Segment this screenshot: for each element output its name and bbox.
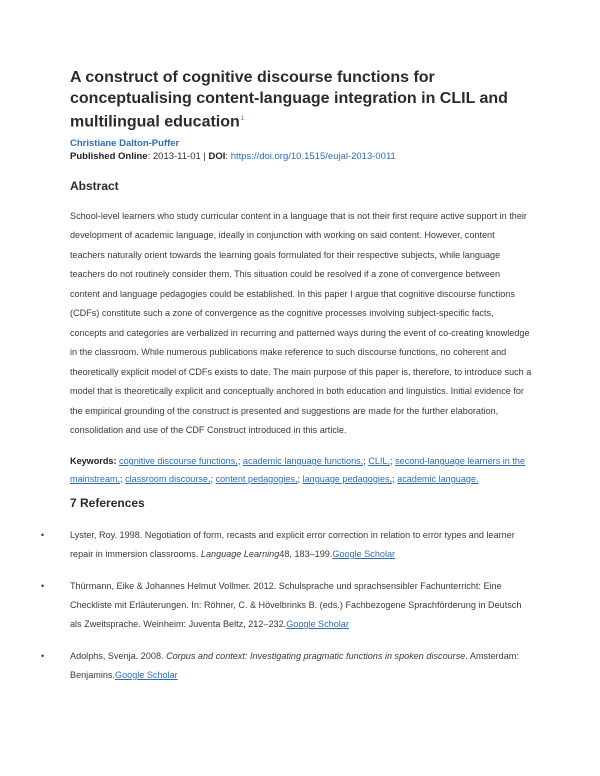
keyword-sep: ; <box>390 455 396 466</box>
reference-italic: Corpus and context: Investigating pragmatic functions in spoken discourse <box>166 650 466 661</box>
reference-text-post: . Amsterdam: Benjamins. <box>70 650 519 680</box>
keyword-sep: ; <box>210 473 216 484</box>
keyword-link[interactable]: academic language. <box>397 473 479 484</box>
google-scholar-link[interactable]: Google Scholar <box>115 669 178 680</box>
reference-item <box>41 526 532 564</box>
reference-item <box>41 647 532 685</box>
published-date: : 2013-11-01 | <box>147 150 209 162</box>
references-list <box>41 526 532 685</box>
google-scholar-link[interactable]: Google Scholar <box>332 548 396 559</box>
doi-link[interactable]: https://doi.org/10.1515/eujal-2013-0011 <box>230 150 396 162</box>
keyword-sep: ; <box>237 455 243 466</box>
reference-text-post: 48, 183–199. <box>279 548 333 559</box>
abstract-heading: Abstract <box>70 178 119 193</box>
bullet-icon: • <box>41 580 45 591</box>
keyword-link[interactable]: content pedagogies, <box>215 473 298 484</box>
keyword-link[interactable]: second-language learners in the mainstream, <box>70 455 526 484</box>
keyword-sep: ; <box>297 473 303 484</box>
reference-italic: Language Learning <box>200 548 280 559</box>
keyword-link[interactable]: classroom discourse, <box>125 473 211 484</box>
reference-text: Adolphs, Svenja. 2008. <box>70 650 167 661</box>
author-name[interactable]: Christiane Dalton-Puffer <box>70 137 180 149</box>
keyword-sep: ; <box>120 473 126 484</box>
keyword-link[interactable]: language pedagogies, <box>302 473 393 484</box>
reference-text: Thürmann, Eike & Johannes Helmut Vollmer. 2012. Schulsprache und sprachsensibler Fachunterricht: Eine Checkliste mit Erläuterungen. In: Röhner, C. & Hövelbrinks B. (eds.) Fachbezogene Sprachförderung in Deutsch als Zweitsprache. Weinheim: Juventa Beltz, 212–232. <box>70 580 522 629</box>
reference-item <box>41 577 532 634</box>
doi-separator: : <box>225 150 231 162</box>
article-page <box>41 68 532 698</box>
bullet-icon: • <box>41 529 45 540</box>
bullet-icon: • <box>41 650 45 661</box>
keyword-sep: ; <box>392 473 398 484</box>
abstract-text: School-level learners who study curricular content in a language that is not their first require active support in their development of academic language, ideally in conjunction with working on said content. However, content teachers naturally orient towards the learning goals formulated for their respective subjects, while language teachers do not routinely consider them. This situation could be resolved if a zone of convergence between content and language pedagogies could be established. In this paper I argue that cognitive discourse functions (CDFs) constitute such a zone of convergence as the cognitive processes involving subject-specific facts, concepts and categories are verbalized in recurring and patterned ways during the event of co-creating knowledge in the classroom. While numerous publications make reference to such discourse functions, no coherent and theoretically explicit model of CDFs exists to date. The main purpose of this paper is, therefore, to introduce such a model that is theoretically explicit and conceptually anchored in both education and linguistics. Initial evidence for the empirical grounding of the construct is presented and suggestions are made for the further elaboration, consolidation and use of the CDF Construct introduced in this article. <box>70 210 532 436</box>
article-title <box>70 68 532 133</box>
keyword-link[interactable]: cognitive discourse functions, <box>119 455 238 466</box>
keyword-sep: ; <box>363 455 369 466</box>
article-title-text: A construct of cognitive discourse functions for conceptualising content-language integration in CLIL and multilingual education <box>70 69 508 131</box>
keywords-label: Keywords: <box>70 455 117 466</box>
publication-meta <box>70 150 532 163</box>
google-scholar-link[interactable]: Google Scholar <box>286 618 349 629</box>
published-label: Published Online <box>70 150 148 162</box>
reference-text: Lyster, Roy. 1998. Negotiation of form, recasts and explicit error correction in relation to error types and learner repair in immersion classrooms. <box>70 529 515 559</box>
references-heading: 7 References <box>70 495 145 510</box>
doi-label: DOI <box>208 150 226 162</box>
keyword-link[interactable]: CLIL, <box>368 455 391 466</box>
keywords <box>70 452 532 488</box>
keyword-link[interactable]: academic language functions, <box>242 455 364 466</box>
footnote-marker[interactable]: 1 <box>240 116 245 122</box>
